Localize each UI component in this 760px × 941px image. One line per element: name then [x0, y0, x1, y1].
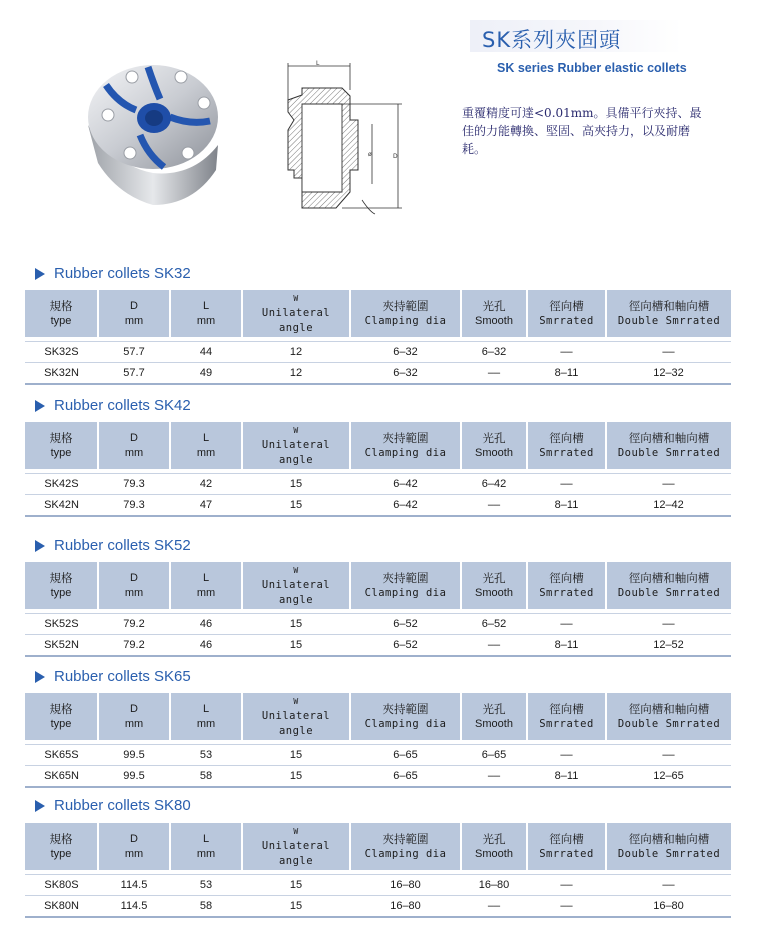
column-header-line: W [293, 566, 299, 575]
table-cell-double: 12–32 [606, 363, 731, 385]
column-header-line: 徑向槽 [549, 298, 584, 313]
table-cell-W: 12 [242, 363, 350, 385]
table-row [25, 766, 731, 788]
table-cell-serrated: 8–11 [527, 766, 606, 788]
column-header-line: angle [278, 454, 314, 466]
table-cell-double: 12–42 [606, 495, 731, 517]
column-header-line: Double Smrrated [617, 847, 721, 860]
column-header-double [606, 562, 731, 609]
column-header-D [98, 562, 170, 609]
column-header-line: Unilateral [261, 439, 331, 451]
column-header-line: 徑向槽 [549, 831, 584, 846]
column-header-line: 夾持範圍 [382, 430, 429, 445]
triangle-bullet-icon [35, 540, 45, 552]
column-header-line: L [202, 571, 210, 584]
column-header-line: 夾持範圍 [382, 831, 429, 846]
table-cell-smooth: –– [461, 896, 527, 918]
column-header-L [170, 562, 242, 609]
table-row [25, 342, 731, 363]
column-header-line: mm [196, 717, 216, 730]
table-cell-double: –– [606, 474, 731, 495]
table-cell-type: SK52S [25, 614, 98, 635]
column-header-line: L [202, 299, 210, 312]
table-cell-smooth: 6–32 [461, 342, 527, 363]
table-cell-smooth: 16–80 [461, 875, 527, 896]
column-header-line: 夾持範圍 [382, 570, 429, 585]
column-header-line: mm [196, 314, 216, 327]
column-header-line: Clamping dia [364, 717, 447, 730]
column-header-line: Smooth [475, 847, 513, 860]
table-cell-D: 79.2 [98, 614, 170, 635]
column-header-line: Clamping dia [364, 847, 447, 860]
table-cell-double: 12–65 [606, 766, 731, 788]
column-header-W [242, 823, 350, 870]
column-header-line: Double Smrrated [617, 586, 721, 599]
table-cell-L: 58 [170, 896, 242, 918]
table-cell-clamping: 6–52 [350, 614, 461, 635]
column-header-line: mm [124, 446, 144, 459]
column-header-W [242, 422, 350, 469]
column-header-line: L [202, 431, 210, 444]
table-cell-double: –– [606, 614, 731, 635]
column-header-line: L [202, 702, 210, 715]
table-header-row [25, 290, 731, 337]
table-cell-L: 46 [170, 614, 242, 635]
section-title-sk80: Rubber collets SK80 [35, 797, 191, 814]
table-cell-type: SK32S [25, 342, 98, 363]
table-cell-smooth: –– [461, 766, 527, 788]
column-header-line: L [202, 832, 210, 845]
table-row [25, 875, 731, 896]
column-header-line: 徑向槽和軸向槽 [628, 570, 710, 585]
table-cell-serrated: –– [527, 614, 606, 635]
column-header-D [98, 693, 170, 740]
table-cell-double: –– [606, 745, 731, 766]
column-header-line: 夾持範圍 [382, 298, 429, 313]
triangle-bullet-icon [35, 671, 45, 683]
column-header-serrated [527, 693, 606, 740]
table-cell-clamping: 6–32 [350, 363, 461, 385]
column-header-serrated [527, 290, 606, 337]
column-header-line: W [293, 697, 299, 706]
table-cell-smooth: –– [461, 495, 527, 517]
table-cell-L: 53 [170, 875, 242, 896]
column-header-type [25, 422, 98, 469]
table-cell-clamping: 6–42 [350, 495, 461, 517]
column-header-type [25, 693, 98, 740]
table-cell-serrated: –– [527, 745, 606, 766]
column-header-clamping [350, 823, 461, 870]
table-cell-serrated: 8–11 [527, 495, 606, 517]
column-header-W [242, 693, 350, 740]
column-header-line: Smrrated [539, 586, 594, 599]
column-header-L [170, 290, 242, 337]
column-header-line: angle [278, 322, 314, 334]
table-cell-L: 47 [170, 495, 242, 517]
table-cell-W: 15 [242, 614, 350, 635]
column-header-D [98, 422, 170, 469]
table-cell-serrated: –– [527, 474, 606, 495]
column-header-line: 規格 [49, 570, 73, 585]
dim-label-d: D [393, 153, 398, 160]
column-header-line: angle [278, 594, 314, 606]
section-title-sk32: Rubber collets SK32 [35, 265, 191, 282]
column-header-line: Smrrated [539, 314, 594, 327]
table-row [25, 745, 731, 766]
column-header-line: 徑向槽 [549, 430, 584, 445]
collet-technical-drawing [280, 60, 415, 220]
column-header-line: D [130, 702, 138, 715]
table-cell-smooth: 6–65 [461, 745, 527, 766]
spec-table [25, 290, 731, 385]
collet-product-image [78, 55, 228, 215]
product-description: 重覆精度可達<0.01mm。具備平行夾持、最佳的力能轉換、堅固、高夾持力，以及耐磨耗。 [462, 106, 702, 156]
table-cell-L: 53 [170, 745, 242, 766]
column-header-line: W [293, 426, 299, 435]
column-header-line: Double Smrrated [617, 314, 721, 327]
column-header-line: 徑向槽 [549, 570, 584, 585]
table-cell-D: 114.5 [98, 896, 170, 918]
page-subtitle: SK series Rubber elastic collets [497, 61, 687, 75]
table-cell-L: 46 [170, 635, 242, 657]
column-header-serrated [527, 562, 606, 609]
column-header-smooth [461, 422, 527, 469]
table-cell-clamping: 6–65 [350, 766, 461, 788]
table-cell-type: SK80S [25, 875, 98, 896]
table-cell-smooth: 6–42 [461, 474, 527, 495]
table-cell-W: 15 [242, 745, 350, 766]
table-cell-clamping: 6–32 [350, 342, 461, 363]
table-cell-L: 42 [170, 474, 242, 495]
table-row [25, 635, 731, 657]
table-cell-D: 79.3 [98, 495, 170, 517]
table-cell-D: 79.3 [98, 474, 170, 495]
table-row [25, 363, 731, 385]
column-header-line: Unilateral [261, 307, 331, 319]
column-header-clamping [350, 422, 461, 469]
column-header-D [98, 823, 170, 870]
triangle-bullet-icon [35, 400, 45, 412]
column-header-line: Smrrated [539, 446, 594, 459]
column-header-D [98, 290, 170, 337]
table-cell-type: SK52N [25, 635, 98, 657]
spec-table [25, 693, 731, 788]
column-header-line: Smrrated [539, 847, 594, 860]
table-header-row [25, 693, 731, 740]
column-header-double [606, 290, 731, 337]
column-header-line: D [130, 431, 138, 444]
column-header-W [242, 562, 350, 609]
table-cell-W: 12 [242, 342, 350, 363]
table-cell-W: 15 [242, 474, 350, 495]
dim-label-l: L [316, 60, 320, 67]
spec-table [25, 823, 731, 918]
table-cell-clamping: 6–65 [350, 745, 461, 766]
table-cell-D: 57.7 [98, 363, 170, 385]
column-header-line: 徑向槽和軸向槽 [628, 831, 710, 846]
column-header-serrated [527, 422, 606, 469]
column-header-line: W [293, 294, 299, 303]
column-header-line: 夾持範圍 [382, 701, 429, 716]
table-header-row [25, 422, 731, 469]
column-header-line: 規格 [49, 831, 73, 846]
table-cell-clamping: 6–52 [350, 635, 461, 657]
column-header-type [25, 290, 98, 337]
table-cell-serrated: –– [527, 896, 606, 918]
table-cell-type: SK42N [25, 495, 98, 517]
table-row [25, 495, 731, 517]
table-cell-clamping: 16–80 [350, 896, 461, 918]
table-cell-type: SK65N [25, 766, 98, 788]
table-cell-type: SK65S [25, 745, 98, 766]
table-cell-D: 99.5 [98, 766, 170, 788]
table-cell-double: –– [606, 342, 731, 363]
dim-label-phi: ø [368, 151, 372, 158]
table-cell-D: 114.5 [98, 875, 170, 896]
section-title-sk52: Rubber collets SK52 [35, 537, 191, 554]
column-header-line: type [50, 847, 72, 860]
spec-table [25, 422, 731, 517]
table-cell-serrated: –– [527, 875, 606, 896]
column-header-double [606, 823, 731, 870]
column-header-line: Smooth [475, 717, 513, 730]
column-header-line: Smooth [475, 314, 513, 327]
table-cell-serrated: –– [527, 342, 606, 363]
column-header-smooth [461, 290, 527, 337]
table-cell-smooth: –– [461, 635, 527, 657]
table-header-row [25, 562, 731, 609]
column-header-clamping [350, 290, 461, 337]
table-cell-W: 15 [242, 635, 350, 657]
column-header-line: 徑向槽和軸向槽 [628, 430, 710, 445]
table-row [25, 896, 731, 918]
column-header-L [170, 823, 242, 870]
table-cell-clamping: 16–80 [350, 875, 461, 896]
triangle-bullet-icon [35, 268, 45, 280]
spec-table [25, 562, 731, 657]
column-header-double [606, 693, 731, 740]
column-header-smooth [461, 693, 527, 740]
column-header-line: mm [124, 847, 144, 860]
table-cell-W: 15 [242, 896, 350, 918]
column-header-line: type [50, 586, 72, 599]
column-header-line: mm [196, 847, 216, 860]
column-header-line: type [50, 314, 72, 327]
column-header-type [25, 823, 98, 870]
column-header-line: 徑向槽 [549, 701, 584, 716]
column-header-W [242, 290, 350, 337]
column-header-line: Unilateral [261, 579, 331, 591]
column-header-line: 規格 [49, 298, 73, 313]
column-header-line: type [50, 446, 72, 459]
column-header-line: Clamping dia [364, 314, 447, 327]
triangle-bullet-icon [35, 800, 45, 812]
table-cell-L: 49 [170, 363, 242, 385]
page-title: SK系列夾固頭 [482, 28, 622, 52]
column-header-line: mm [196, 446, 216, 459]
column-header-L [170, 693, 242, 740]
column-header-line: Double Smrrated [617, 446, 721, 459]
column-header-line: 光孔 [482, 701, 506, 716]
table-cell-smooth: –– [461, 363, 527, 385]
column-header-line: mm [124, 717, 144, 730]
column-header-line: Double Smrrated [617, 717, 721, 730]
column-header-line: 光孔 [482, 831, 506, 846]
column-header-line: Clamping dia [364, 586, 447, 599]
column-header-clamping [350, 562, 461, 609]
column-header-line: 規格 [49, 701, 73, 716]
table-header-row [25, 823, 731, 870]
column-header-line: D [130, 832, 138, 845]
table-cell-D: 79.2 [98, 635, 170, 657]
column-header-clamping [350, 693, 461, 740]
table-cell-serrated: 8–11 [527, 363, 606, 385]
column-header-serrated [527, 823, 606, 870]
table-row [25, 474, 731, 495]
column-header-line: 光孔 [482, 570, 506, 585]
column-header-line: W [293, 827, 299, 836]
table-cell-type: SK80N [25, 896, 98, 918]
column-header-line: angle [278, 855, 314, 867]
column-header-line: 徑向槽和軸向槽 [628, 701, 710, 716]
column-header-line: 光孔 [482, 298, 506, 313]
column-header-line: Unilateral [261, 710, 331, 722]
table-cell-L: 58 [170, 766, 242, 788]
table-cell-D: 57.7 [98, 342, 170, 363]
table-cell-W: 15 [242, 875, 350, 896]
column-header-line: 徑向槽和軸向槽 [628, 298, 710, 313]
column-header-line: mm [124, 314, 144, 327]
column-header-line: 規格 [49, 430, 73, 445]
table-cell-L: 44 [170, 342, 242, 363]
column-header-line: Unilateral [261, 840, 331, 852]
column-header-line: mm [196, 586, 216, 599]
table-cell-serrated: 8–11 [527, 635, 606, 657]
table-cell-clamping: 6–42 [350, 474, 461, 495]
table-cell-D: 99.5 [98, 745, 170, 766]
section-title-sk65: Rubber collets SK65 [35, 668, 191, 685]
column-header-line: Smooth [475, 586, 513, 599]
column-header-line: mm [124, 586, 144, 599]
table-cell-double: 16–80 [606, 896, 731, 918]
table-cell-type: SK32N [25, 363, 98, 385]
table-cell-type: SK42S [25, 474, 98, 495]
column-header-smooth [461, 823, 527, 870]
table-cell-W: 15 [242, 766, 350, 788]
column-header-line: D [130, 571, 138, 584]
column-header-line: Smrrated [539, 717, 594, 730]
column-header-line: type [50, 717, 72, 730]
section-title-sk42: Rubber collets SK42 [35, 397, 191, 414]
column-header-L [170, 422, 242, 469]
table-cell-smooth: 6–52 [461, 614, 527, 635]
column-header-line: angle [278, 725, 314, 737]
table-cell-W: 15 [242, 495, 350, 517]
column-header-smooth [461, 562, 527, 609]
column-header-double [606, 422, 731, 469]
column-header-line: Smooth [475, 446, 513, 459]
table-row [25, 614, 731, 635]
column-header-line: D [130, 299, 138, 312]
column-header-line: 光孔 [482, 430, 506, 445]
table-cell-double: 12–52 [606, 635, 731, 657]
table-cell-double: –– [606, 875, 731, 896]
column-header-type [25, 562, 98, 609]
column-header-line: Clamping dia [364, 446, 447, 459]
